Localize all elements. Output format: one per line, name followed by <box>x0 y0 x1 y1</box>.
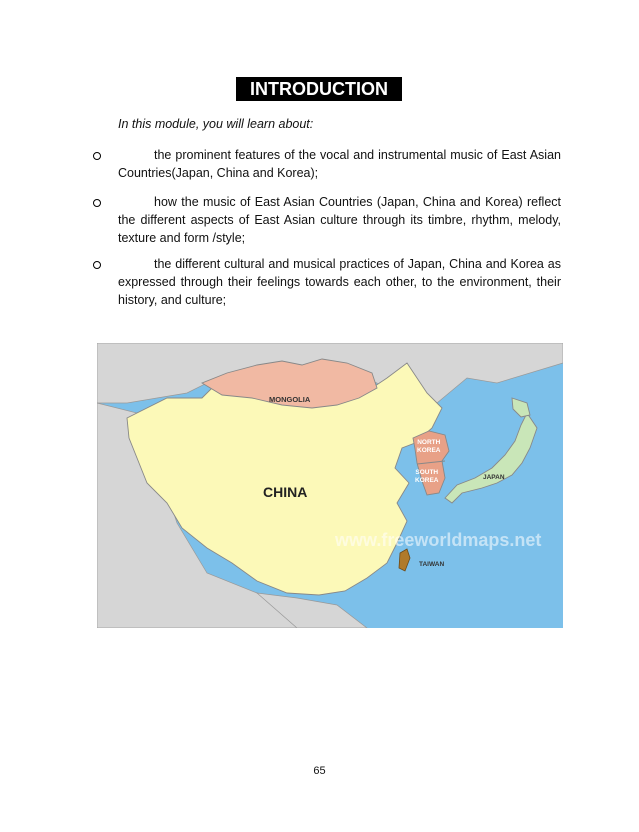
bullet-item-1 <box>118 146 561 182</box>
bullet-item-2 <box>118 193 561 247</box>
bullet-dot <box>93 199 101 207</box>
watermark: www.freeworldmaps.net <box>335 530 542 550</box>
bullet-dot <box>93 261 101 269</box>
south-korea-label-2: KOREA <box>415 477 439 484</box>
bullet-text: the prominent features of the vocal and instrumental music of East Asian Countries(Japan, China and Korea); <box>118 148 561 180</box>
bullet-item-3 <box>118 255 561 309</box>
south-korea-label <box>415 469 438 485</box>
north-korea-label <box>417 439 440 455</box>
page-number: 65 <box>313 765 326 777</box>
page-title: INTRODUCTION <box>236 77 402 101</box>
bullet-text: the different cultural and musical practices of Japan, China and Korea as expressed through their feelings towards each other, to the environment, their history, and culture; <box>118 257 561 307</box>
south-korea-label-1: SOUTH <box>415 469 439 476</box>
bullet-text: how the music of East Asian Countries (Japan, China and Korea) reflect the different aspects of East Asian culture through its timbre, rhythm, melody, texture and form /style; <box>118 195 561 245</box>
taiwan-label: TAIWAN <box>419 561 445 568</box>
japan-label: JAPAN <box>483 474 505 481</box>
east-asia-map <box>97 343 563 628</box>
intro-text: In this module, you will learn about: <box>118 117 314 131</box>
mongolia-label: MONGOLIA <box>269 395 311 404</box>
north-korea-label-1: NORTH <box>417 439 441 446</box>
north-korea-label-2: KOREA <box>417 447 441 454</box>
bullet-dot <box>93 152 101 160</box>
china-label: CHINA <box>263 484 308 500</box>
